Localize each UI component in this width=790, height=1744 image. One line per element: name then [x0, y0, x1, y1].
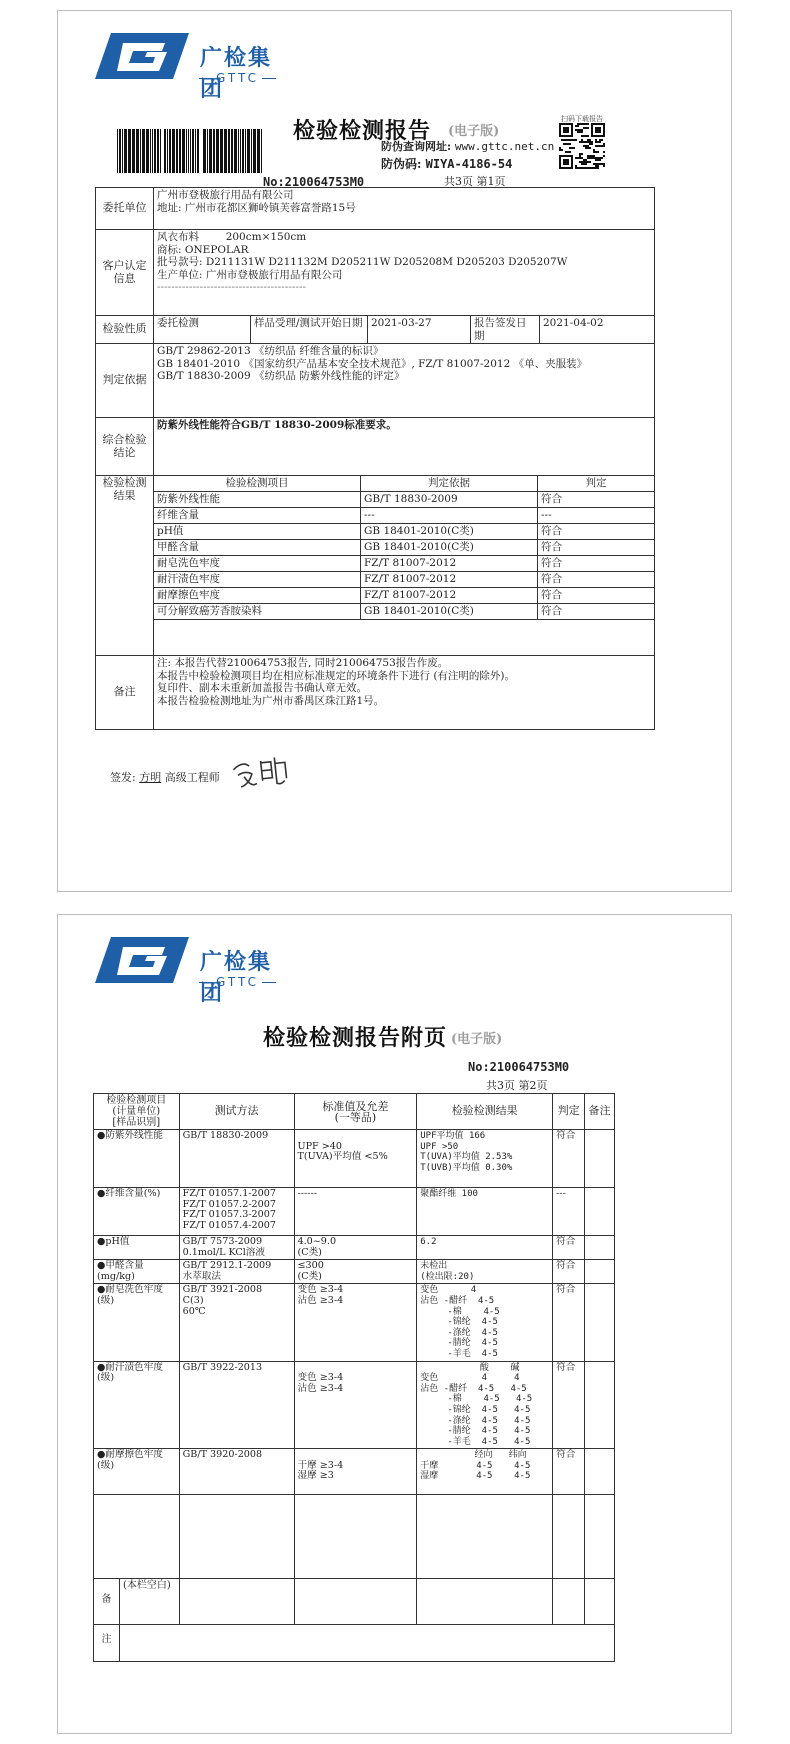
result-verdict: --- [538, 508, 655, 524]
row-standard: 变色 ≥3-4 沾色 ≥3-4 [294, 1284, 417, 1361]
page-info: 共3页 第1页 [444, 175, 506, 188]
row-note [585, 1130, 615, 1188]
remark-text: (本栏空白) [120, 1579, 615, 1662]
row-verdict: 符合 [553, 1361, 585, 1449]
row-item: ●pH值 [94, 1236, 180, 1260]
result-basis: GB 18401-2010(C类) [361, 524, 538, 540]
barcode-bar [247, 129, 250, 173]
trademark: 商标: ONEPOLAR [157, 243, 249, 256]
barcode-bar [146, 129, 149, 173]
results-header-basis: 判定依据 [361, 476, 538, 492]
basis-label: 判定依据 [96, 344, 154, 418]
signoff-label: 签发: [110, 771, 136, 784]
remark-label-top: 备 [101, 1594, 112, 1605]
report-number: No:210064753M0 [263, 175, 365, 189]
table-row [94, 1130, 615, 1188]
barcode-bar [160, 129, 161, 173]
barcode-bar [176, 129, 178, 173]
row-verdict: 符合 [553, 1260, 585, 1284]
barcode-bar [197, 129, 199, 173]
signature-drawing [228, 750, 291, 792]
page-title: 检验检测报告 [293, 118, 432, 144]
barcode-bar [238, 129, 239, 173]
client-name: 广州市登极旅行用品有限公司 [157, 189, 294, 201]
batch-numbers: 批号款号: D211131W D211132M D205211W D205208M D205203 D205207W [157, 256, 568, 268]
row-result: UPF平均值 166 UPF >50 T(UVA)平均值 2.53% T(UVB)平均值 0.30% [417, 1130, 553, 1188]
barcode-bar [240, 129, 241, 173]
edition-label: (电子版) [451, 1032, 503, 1047]
gttc-logo [93, 935, 293, 1006]
table-row [154, 508, 654, 524]
header-standard: 标准值及允差 (一等品) [294, 1094, 417, 1130]
row-verdict: 符合 [553, 1449, 585, 1495]
row-note [585, 1449, 615, 1495]
results-header-item: 检验检测项目 [154, 476, 361, 492]
gttc-logo [93, 31, 293, 102]
result-verdict: 符合 [538, 604, 655, 620]
table-row [94, 1188, 615, 1236]
barcode-bar [190, 129, 191, 173]
result-verdict: 符合 [538, 524, 655, 540]
row-item: ●耐汗渍色牢度 (级) [94, 1361, 180, 1449]
table-row [154, 588, 654, 604]
result-verdict: 符合 [538, 556, 655, 572]
row-verdict: 符合 [553, 1236, 585, 1260]
row-standard: ≤300 (C类) [294, 1260, 417, 1284]
barcode-bar [228, 129, 230, 173]
conclusion-label: 综合检验结论 [96, 418, 154, 476]
row-result: 聚酯纤维 100 [417, 1188, 553, 1236]
row-note [585, 1284, 615, 1361]
barcode [115, 129, 265, 187]
signoff [110, 769, 220, 785]
row-result: 6.2 [417, 1236, 553, 1260]
dash-line: ------------------------------------------ [157, 281, 307, 293]
barcode-bar [216, 129, 219, 173]
manufacturer: 生产单位: 广州市登极旅行用品有限公司 [157, 268, 343, 281]
remark-table [93, 1578, 615, 1662]
issue-date-label: 报告签发日期 [471, 316, 540, 343]
row-standard: 4.0~9.0 (C类) [294, 1236, 417, 1260]
result-verdict: 符合 [538, 588, 655, 604]
barcode-bar [251, 129, 252, 173]
row-item: ●防紫外线性能 [94, 1130, 180, 1188]
basis-line-3: GB/T 18830-2009 《纺织品 防紫外线性能的评定》 [157, 370, 405, 382]
remark-line-4: 本报告检验检测地址为广州市番禺区珠江路1号。 [157, 694, 385, 707]
barcode-bar [182, 129, 185, 173]
row-standard: UPF >40 T(UVA)平均值 <5% [294, 1130, 417, 1188]
client-address: 地址: 广州市花都区狮岭镇芙蓉富誉路15号 [157, 201, 356, 214]
row-method: GB/T 3921-2008 C(3) 60℃ [179, 1284, 294, 1361]
row-note [585, 1188, 615, 1236]
sample-date-label: 样品受理/测试开始日期 [251, 316, 368, 343]
table-row [94, 1284, 615, 1361]
result-item: 甲醛含量 [154, 540, 361, 556]
barcode-bar [142, 129, 145, 173]
barcode-bar [172, 129, 175, 173]
customer-info-label: 客户认定信息 [96, 230, 154, 316]
row-method: GB/T 3922-2013 [179, 1361, 294, 1449]
row-note [585, 1260, 615, 1284]
table-row [154, 524, 654, 540]
row-standard: ------ [294, 1188, 417, 1236]
anti-fake-code: WIYA-4186-54 [425, 157, 513, 171]
result-basis: FZ/T 81007-2012 [361, 556, 538, 572]
table-row [94, 1361, 615, 1449]
header-verdict: 判定 [553, 1094, 585, 1130]
header-method: 测试方法 [179, 1094, 294, 1130]
report-main-table [95, 187, 655, 730]
barcode-bar [209, 129, 212, 173]
report-number: No:210064753M0 [468, 1060, 570, 1074]
result-item: 耐摩擦色牢度 [154, 588, 361, 604]
result-item: 可分解致癌芳香胺染料 [154, 604, 361, 620]
anti-fake-code-label: 防伪码: [381, 157, 422, 171]
result-basis: GB 18401-2010(C类) [361, 540, 538, 556]
row-item: ●耐皂洗色牢度 (级) [94, 1284, 180, 1361]
row-method: GB/T 7573-2009 0.1mol/L KCl溶液 [179, 1236, 294, 1260]
client-label: 委托单位 [96, 188, 154, 230]
barcode-bar [124, 129, 127, 173]
row-note [585, 1236, 615, 1260]
row-item: ●甲醛含量 (mg/kg) [94, 1260, 180, 1284]
result-verdict: 符合 [538, 572, 655, 588]
barcode-bar [167, 129, 168, 173]
page-info: 共3页 第2页 [486, 1079, 548, 1092]
qr-code[interactable] [559, 123, 605, 169]
row-item: ●耐摩擦色牢度 (级) [94, 1449, 180, 1495]
barcode-bar [261, 129, 262, 173]
result-item: 耐皂洗色牢度 [154, 556, 361, 572]
result-item: 防紫外线性能 [154, 492, 361, 508]
issue-date: 2021-04-02 [540, 316, 655, 343]
result-item: 纤维含量 [154, 508, 361, 524]
brand-name-cn: 广检集团 [200, 46, 273, 102]
header-item: 检验检测项目 (计量单位) [样品识别] [94, 1094, 180, 1130]
barcode-bar [224, 129, 227, 173]
barcode-bar [150, 129, 151, 173]
appendix-title: 检验检测报告附页 [263, 1025, 448, 1051]
appendix-table [93, 1093, 615, 1625]
result-verdict: 符合 [538, 492, 655, 508]
brand-name-cn: 广检集团 [200, 950, 273, 1006]
anti-fake-url[interactable]: www.gttc.net.cn [454, 140, 555, 153]
result-basis: GB/T 18830-2009 [361, 492, 538, 508]
row-verdict: 符合 [553, 1284, 585, 1361]
row-standard: 变色 ≥3-4 沾色 ≥3-4 [294, 1361, 417, 1449]
barcode-bar [188, 129, 189, 173]
results-header-verdict: 判定 [538, 476, 655, 492]
barcode-bar [128, 129, 131, 173]
row-result: 未检出 (检出限:20) [417, 1260, 553, 1284]
product-desc: 风衣布料 200cm×150cm [157, 231, 307, 243]
remark-line-3: 复印件、副本未重新加盖报告书确认章无效。 [157, 682, 367, 694]
barcode-bar [152, 129, 153, 173]
row-result: 变色 4 沾色 -醋纤 4-5 -棉 4-5 -锦纶 4-5 -涤纶 4-5 -腈纶 4-5 -羊毛 4-5 [417, 1284, 553, 1361]
result-item: 耐汗渍色牢度 [154, 572, 361, 588]
table-row [154, 540, 654, 556]
barcode-bar [179, 129, 181, 173]
barcode-bar [132, 129, 135, 173]
barcode-bar [242, 129, 244, 173]
barcode-bar [253, 129, 256, 173]
barcode-bar [122, 129, 123, 173]
barcode-bar [257, 129, 260, 173]
brand-name-en: GTTC [196, 975, 279, 989]
barcode-bar [231, 129, 233, 173]
row-method: GB/T 18830-2009 [179, 1130, 294, 1188]
result-item: pH值 [154, 524, 361, 540]
barcode-bar [119, 129, 121, 173]
barcode-bar [192, 129, 194, 173]
row-result: 酸 碱 变色 4 4 沾色 -醋纤 4-5 4-5 -棉 4-5 4-5 -锦纶 4-5 4-5 -涤纶 4-5 4-5 -腈纶 4-5 4-5 -羊毛 4-5 4-5 [417, 1361, 553, 1449]
remark-label-bottom: 注 [101, 1634, 112, 1645]
nature-value: 委托检测 [154, 316, 251, 343]
row-method: GB/T 2912.1-2009 水萃取法 [179, 1260, 294, 1284]
remarks-label: 备注 [96, 656, 154, 730]
report-page-1 [57, 10, 732, 892]
gttc-logo-icon [93, 31, 191, 81]
barcode-bar [220, 129, 223, 173]
table-row [154, 572, 654, 588]
results-label: 检验检测结果 [96, 476, 154, 656]
result-basis: FZ/T 81007-2012 [361, 572, 538, 588]
remark-line-1: 注: 本报告代替210064753报告, 同时210064753报告作废。 [157, 657, 449, 669]
handwritten-signature [228, 750, 292, 799]
gttc-logo-icon [93, 935, 191, 985]
qr-caption: 扫码下载报告 [561, 115, 603, 123]
row-result: 经向 纬向 干摩 4-5 4-5 湿摩 4-5 4-5 [417, 1449, 553, 1495]
barcode-bar [157, 129, 159, 173]
header-note: 备注 [585, 1094, 615, 1130]
anti-fake-url-label: 防伪查询网址: [381, 140, 452, 153]
row-method: GB/T 3920-2008 [179, 1449, 294, 1495]
row-verdict: 符合 [553, 1130, 585, 1188]
barcode-bar [195, 129, 196, 173]
row-note [585, 1361, 615, 1449]
result-basis: --- [361, 508, 538, 524]
barcode-bar [213, 129, 215, 173]
signoff-name: 方明 [139, 771, 162, 784]
report-page-2 [57, 914, 732, 1734]
barcode-bar [154, 129, 156, 173]
barcode-bar [140, 129, 141, 173]
barcode-bar [245, 129, 246, 173]
table-row [94, 1449, 615, 1495]
table-row [94, 1260, 615, 1284]
remark-line-2: 本报告中检验检测项目均在相应标准规定的环境条件下进行 (有注明的除外)。 [157, 669, 516, 682]
barcode-bar [169, 129, 171, 173]
basis-line-2: GB 18401-2010 《国家纺织产品基本安全技术规范》, FZ/T 81007-2012 《单、夹服装》 [157, 357, 588, 370]
barcode-bar [117, 129, 118, 173]
basis-line-1: GB/T 29862-2013 《纺织品 纤维含量的标识》 [157, 345, 384, 357]
header-result: 检验检测结果 [417, 1094, 553, 1130]
barcode-bar [136, 129, 139, 173]
conclusion-text: 防紫外线性能符合GB/T 18830-2009标准要求。 [154, 418, 655, 476]
row-verdict: --- [553, 1188, 585, 1236]
row-standard: 干摩 ≥3-4 湿摩 ≥3 [294, 1449, 417, 1495]
barcode-bar [207, 129, 208, 173]
table-row [154, 604, 654, 620]
appendix-rows [94, 1130, 615, 1495]
sample-date: 2021-03-27 [368, 316, 471, 343]
barcode-bar [234, 129, 237, 173]
result-basis: GB 18401-2010(C类) [361, 604, 538, 620]
signoff-role: 高级工程师 [164, 771, 220, 784]
barcode-bar [186, 129, 187, 173]
row-method: FZ/T 01057.1-2007 FZ/T 01057.2-2007 FZ/T 01057.3-2007 FZ/T 01057.4-2007 [179, 1188, 294, 1236]
barcode-bar [164, 129, 166, 173]
row-item: ●纤维含量(%) [94, 1188, 180, 1236]
edition-label: (电子版) [448, 124, 500, 139]
nature-label: 检验性质 [96, 316, 154, 344]
table-row [94, 1236, 615, 1260]
table-row [154, 556, 654, 572]
brand-name-en: GTTC [196, 71, 279, 85]
results-table [154, 476, 654, 620]
table-row [154, 492, 654, 508]
result-basis: FZ/T 81007-2012 [361, 588, 538, 604]
barcode-bar [203, 129, 206, 173]
result-verdict: 符合 [538, 540, 655, 556]
